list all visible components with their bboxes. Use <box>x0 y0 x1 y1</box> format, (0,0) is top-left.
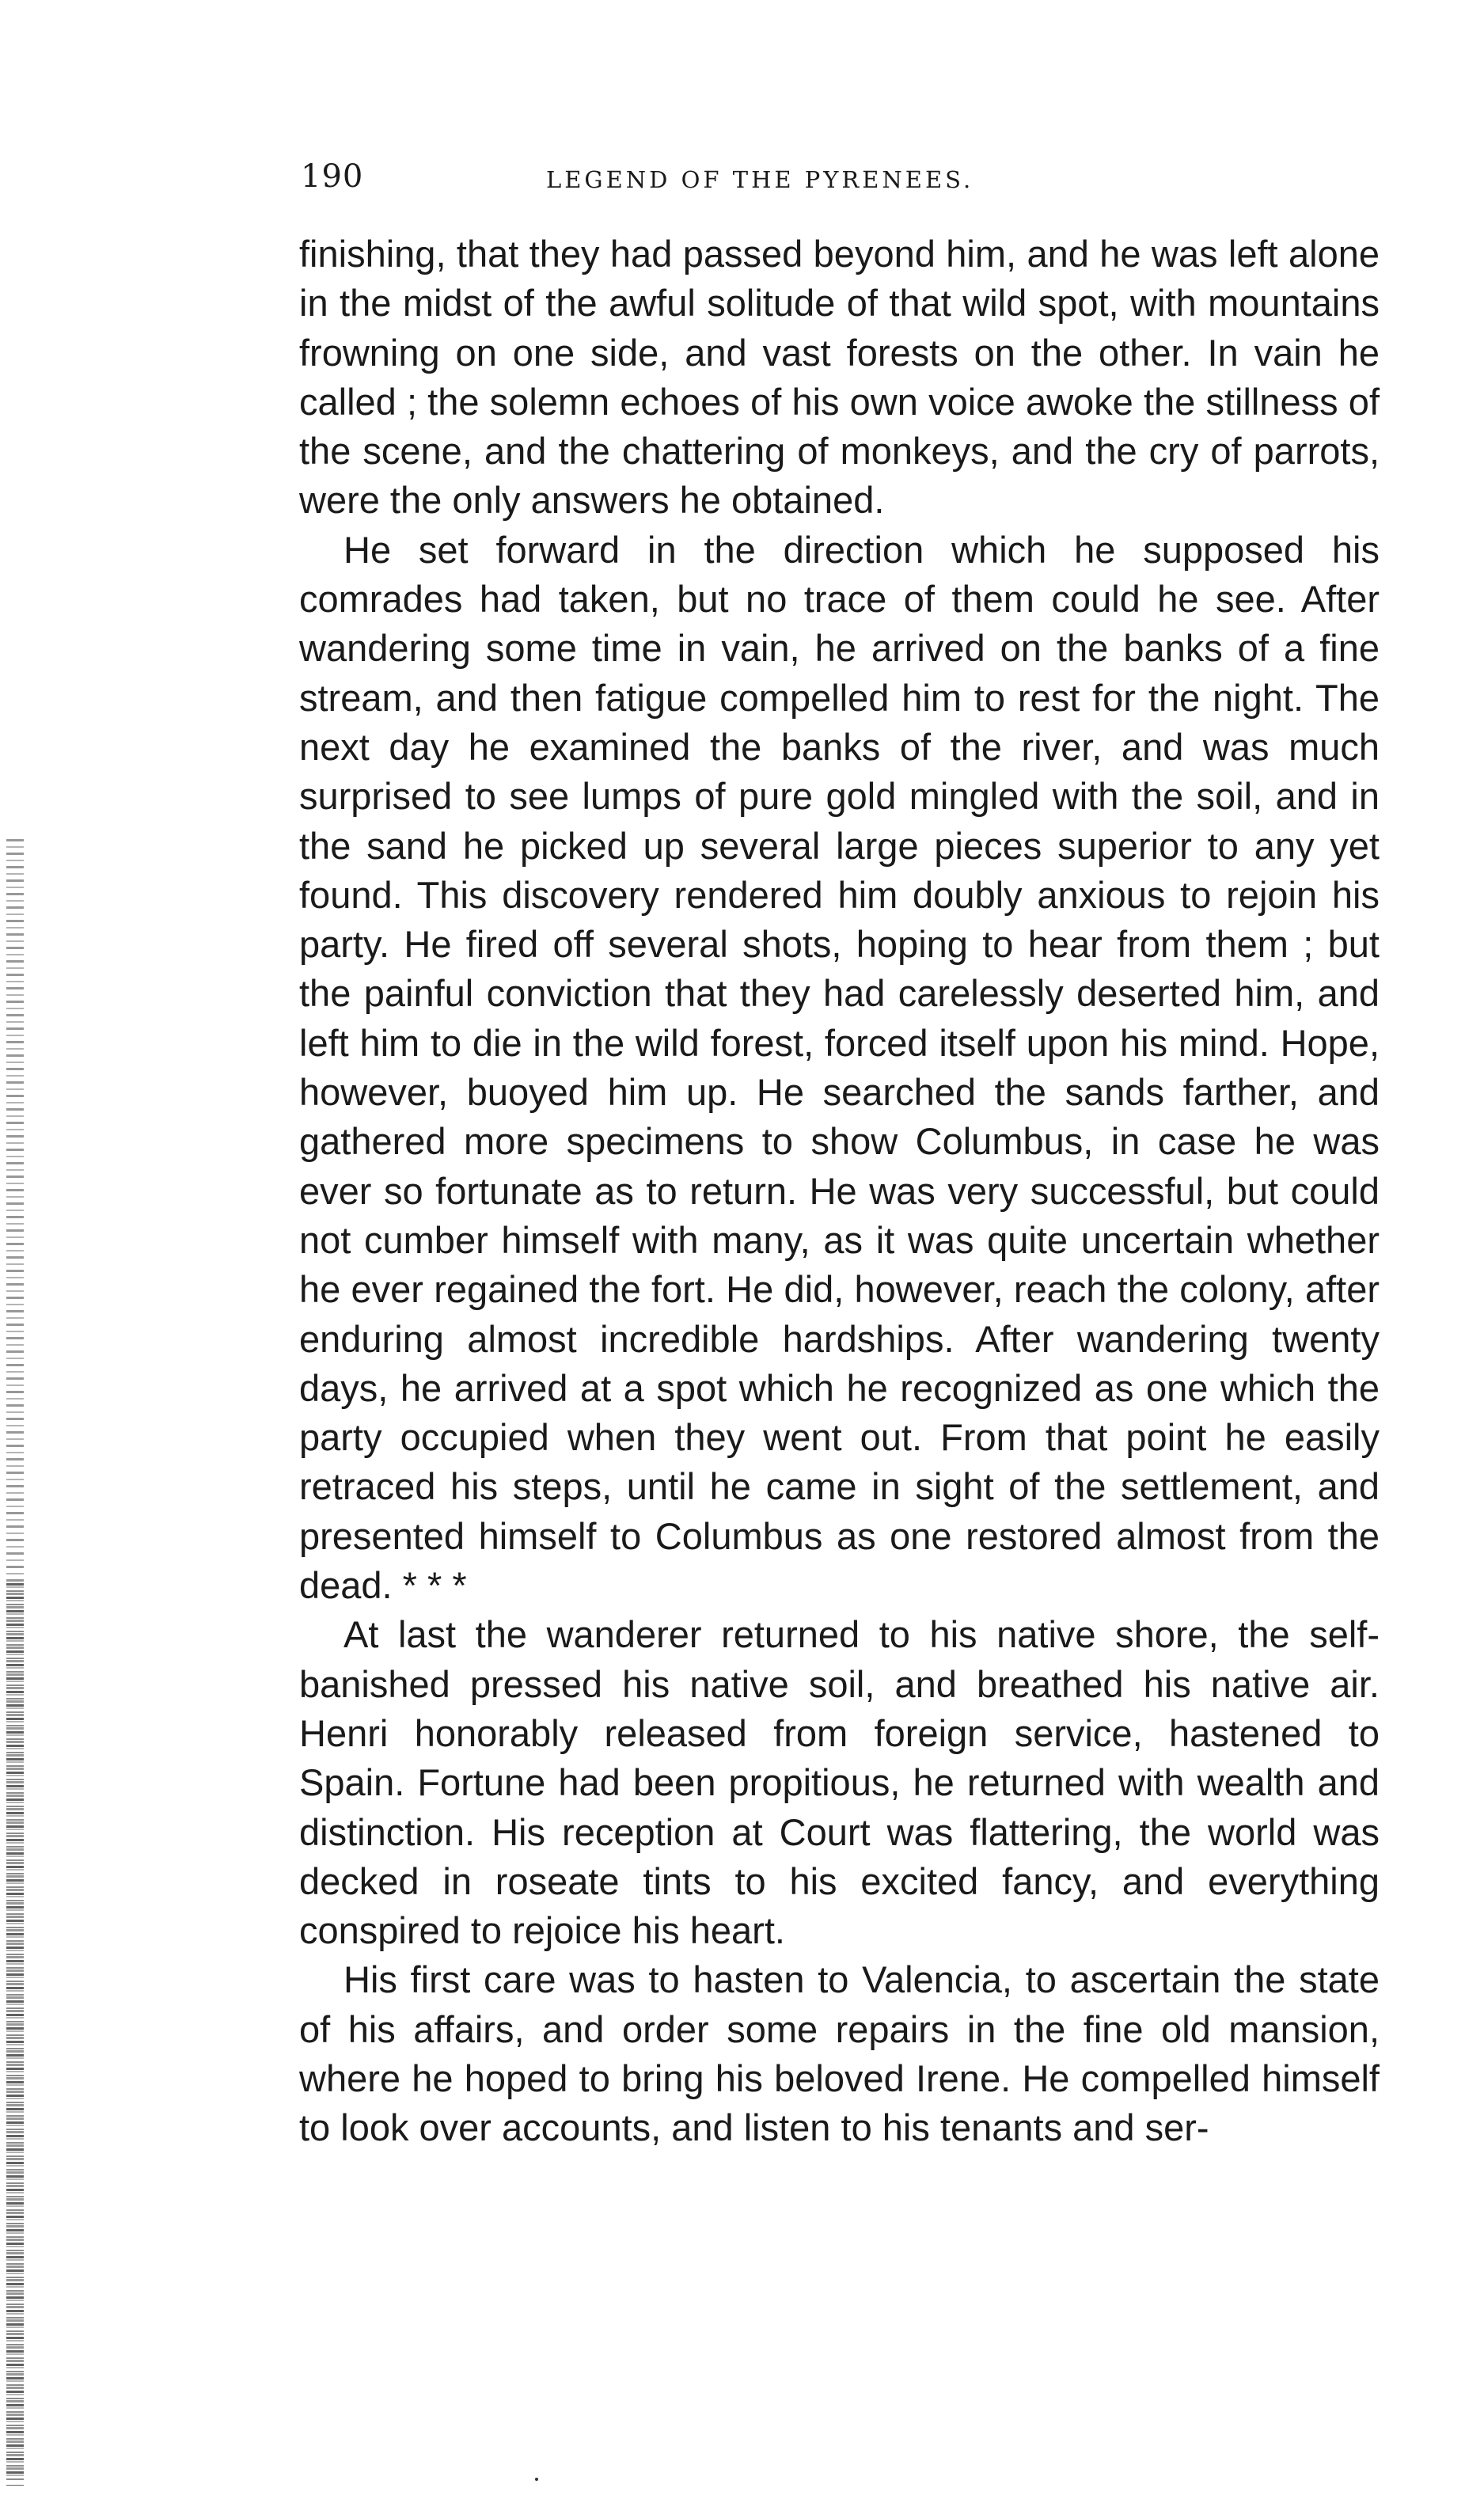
page-number: 190 <box>301 158 364 195</box>
binding-edge-shadow-lower <box>6 1583 24 2486</box>
running-title: LEGEND OF THE PYRENEES. <box>546 166 974 193</box>
paragraph: At last the wanderer returned to his native shore, the self-banished pressed his native soil, and breathed his native air. Henri honorably released from foreign service, hastened to Spain. Fortune had been propitious, he returned with wealth and distinction. His reception at Court was flattering, the world was decked in roseate tints to his excited fancy, and everything conspired to rejoice his heart. <box>299 1613 1380 1952</box>
paragraph: His first care was to hasten to Valencia, to ascertain the state of his affairs, and order some repairs in the fine old mansion, where he hoped to bring his beloved Irene. He compelled himself to look over accounts, and listen to his tenants and ser- <box>299 1958 1380 2149</box>
body-text <box>299 230 1380 2153</box>
paragraph: He set forward in the direction which he supposed his comrades had taken, but no trace of them could he see. After wandering some time in vain, he arrived on the banks of a fine stream, and then fatigue compelled him to rest for the night. The next day he examined the banks of the river, and was much surprised to see lumps of pure gold mingled with the soil, and in the sand he picked up several large pieces superior to any yet found. This discovery rendered him doubly anxious to rejoin his party. He fired off several shots, hoping to hear from them ; but the painful conviction that they had carelessly deserted him, and left him to die in the wild forest, forced itself upon his mind. Hope, however, buoyed him up. He searched the sands farther, and gathered more specimens to show Columbus, in case he was ever so fortunate as to return. He was very successful, but could not cumber himself with many, as it was quite uncertain whether he ever regained the fort. He did, however, reach the colony, after enduring almost incredible hardships. After wandering twenty days, he arrived at a spot which he recognized as one which the party occupied when they went out. From that point he easily retraced his steps, until he came in sight of the settlement, and presented himself to Columbus as one restored almost from the dead. * * * <box>299 528 1380 1607</box>
print-speck <box>535 2478 538 2481</box>
running-head <box>301 158 1377 206</box>
paragraph-continued: finishing, that they had passed beyond him, and he was left alone in the midst of the awful solitude of that wild spot, with mountains frowning on one side, and vast forests on the other. In vain he called ; the solemn echoes of his own voice awoke the stillness of the scene, and the chattering of monkeys, and the cry of parrots, were the only answers he obtained. <box>299 233 1380 522</box>
